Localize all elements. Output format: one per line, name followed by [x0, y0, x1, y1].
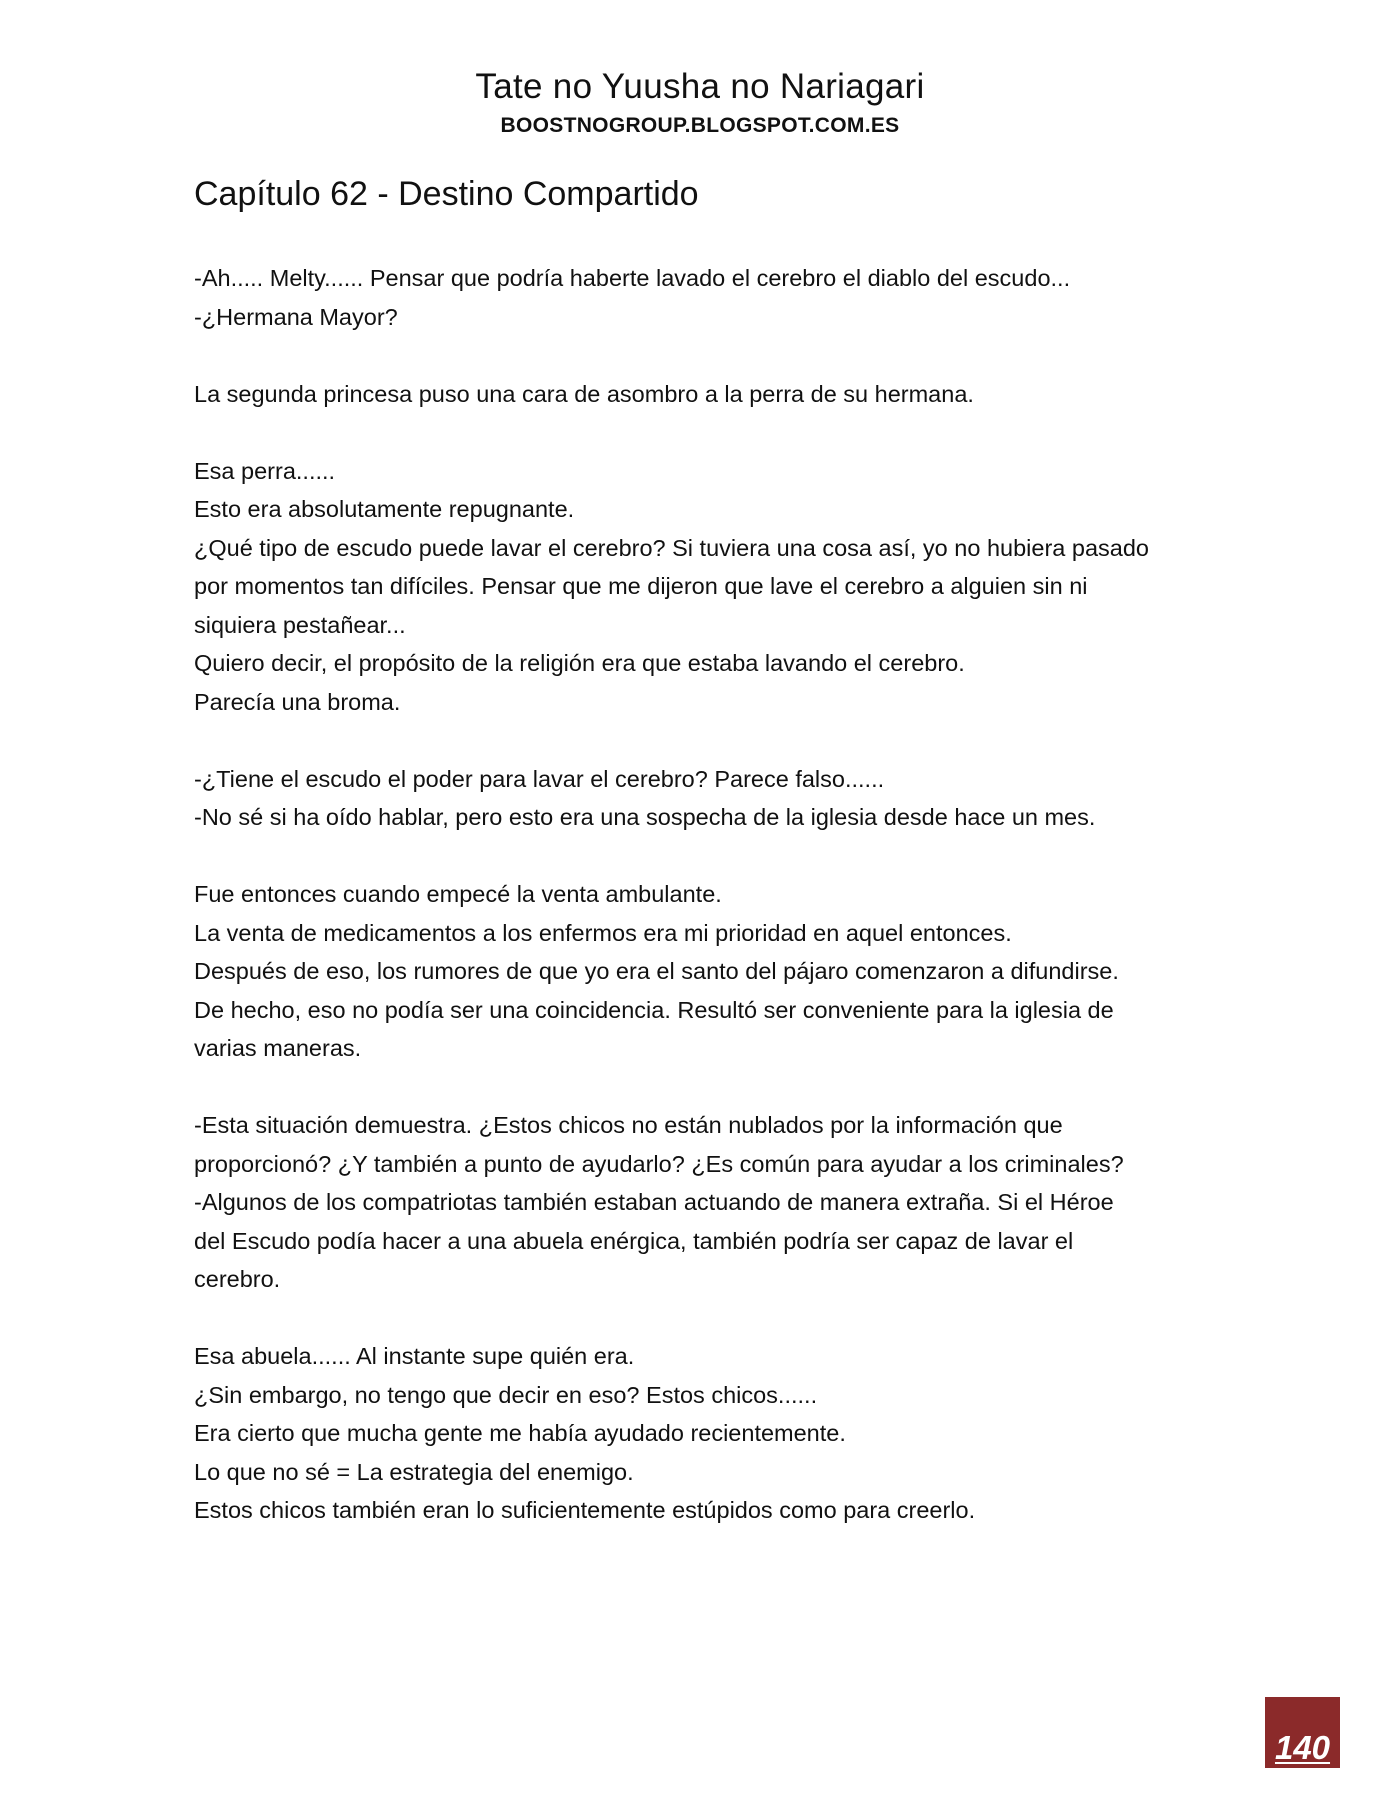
text-line: La segunda princesa puso una cara de asombro a la perra de su hermana.: [194, 380, 974, 407]
page-number: 140: [1274, 1729, 1331, 1766]
text-line: ¿Sin embargo, no tengo que decir en eso? Estos chicos......: [194, 1381, 818, 1408]
site-url: BOOSTNOGROUP.BLOGSPOT.COM.ES: [500, 114, 900, 137]
blank-line: [194, 336, 1204, 375]
text-line: -¿Hermana Mayor?: [194, 303, 398, 330]
blank-line: [194, 1068, 1204, 1107]
text-line: Parecía una broma.: [194, 688, 401, 715]
text-line: -Esta situación demuestra. ¿Estos chicos no están nublados por la información que: [194, 1112, 1063, 1138]
blank-line: [194, 721, 1204, 760]
text-line: Fue entonces cuando empecé la venta ambulante.: [194, 881, 722, 907]
chapter-title: Capítulo 62 - Destino Compartido: [194, 175, 699, 213]
text-line: proporcionó? ¿Y también a punto de ayudarlo? ¿Es común para ayudar a los criminales?: [194, 1150, 1124, 1177]
text-line: ¿Qué tipo de escudo puede lavar el cerebro? Si tuviera una cosa así, yo no hubiera pasado: [194, 534, 1149, 561]
text-line: Después de eso, los rumores de que yo era el santo del pájaro comenzaron a difundirse.: [194, 958, 1119, 984]
text-line: Esa perra......: [194, 457, 336, 484]
text-line: La venta de medicamentos a los enfermos era mi prioridad en aquel entonces.: [194, 919, 1012, 946]
text-line: cerebro.: [194, 1266, 281, 1292]
text-line: Esto era absolutamente repugnante.: [194, 496, 575, 522]
text-line: Estos chicos también eran lo suficientemente estúpidos como para creerlo.: [194, 1497, 976, 1523]
text-line: De hecho, eso no podía ser una coincidencia. Resultó ser conveniente para la iglesia de: [194, 996, 1114, 1023]
text-line: por momentos tan difíciles. Pensar que me dijeron que lave el cerebro a alguien sin ni: [194, 573, 1088, 599]
text-line: Era cierto que mucha gente me había ayudado recientemente.: [194, 1420, 846, 1446]
page-header: [0, 64, 1400, 140]
page-number-badge: [1265, 1697, 1340, 1768]
text-line: siquiera pestañear...: [194, 611, 406, 638]
text-line: Quiero decir, el propósito de la religión era que estaba lavando el cerebro.: [194, 650, 965, 676]
text-line: del Escudo podía hacer a una abuela enérgica, también podría ser capaz de lavar el: [194, 1227, 1074, 1254]
text-line: -Algunos de los compatriotas también estaban actuando de manera extraña. Si el Héroe: [194, 1189, 1114, 1215]
chapter-body: [194, 259, 1204, 1530]
text-line: varias maneras.: [194, 1035, 362, 1061]
text-line: -No sé si ha oído hablar, pero esto era una sospecha de la iglesia desde hace un mes.: [194, 804, 1096, 830]
text-line: -Ah..... Melty...... Pensar que podría haberte lavado el cerebro el diablo del escudo...: [194, 265, 1071, 291]
book-title: Tate no Yuusha no Nariagari: [475, 67, 925, 106]
blank-line: [194, 1299, 1204, 1338]
blank-line: [194, 837, 1204, 876]
text-line: -¿Tiene el escudo el poder para lavar el cerebro? Parece falso......: [194, 765, 885, 792]
text-line: Esa abuela...... Al instante supe quién era.: [194, 1343, 635, 1369]
blank-line: [194, 413, 1204, 452]
text-line: Lo que no sé = La estrategia del enemigo.: [194, 1458, 634, 1485]
